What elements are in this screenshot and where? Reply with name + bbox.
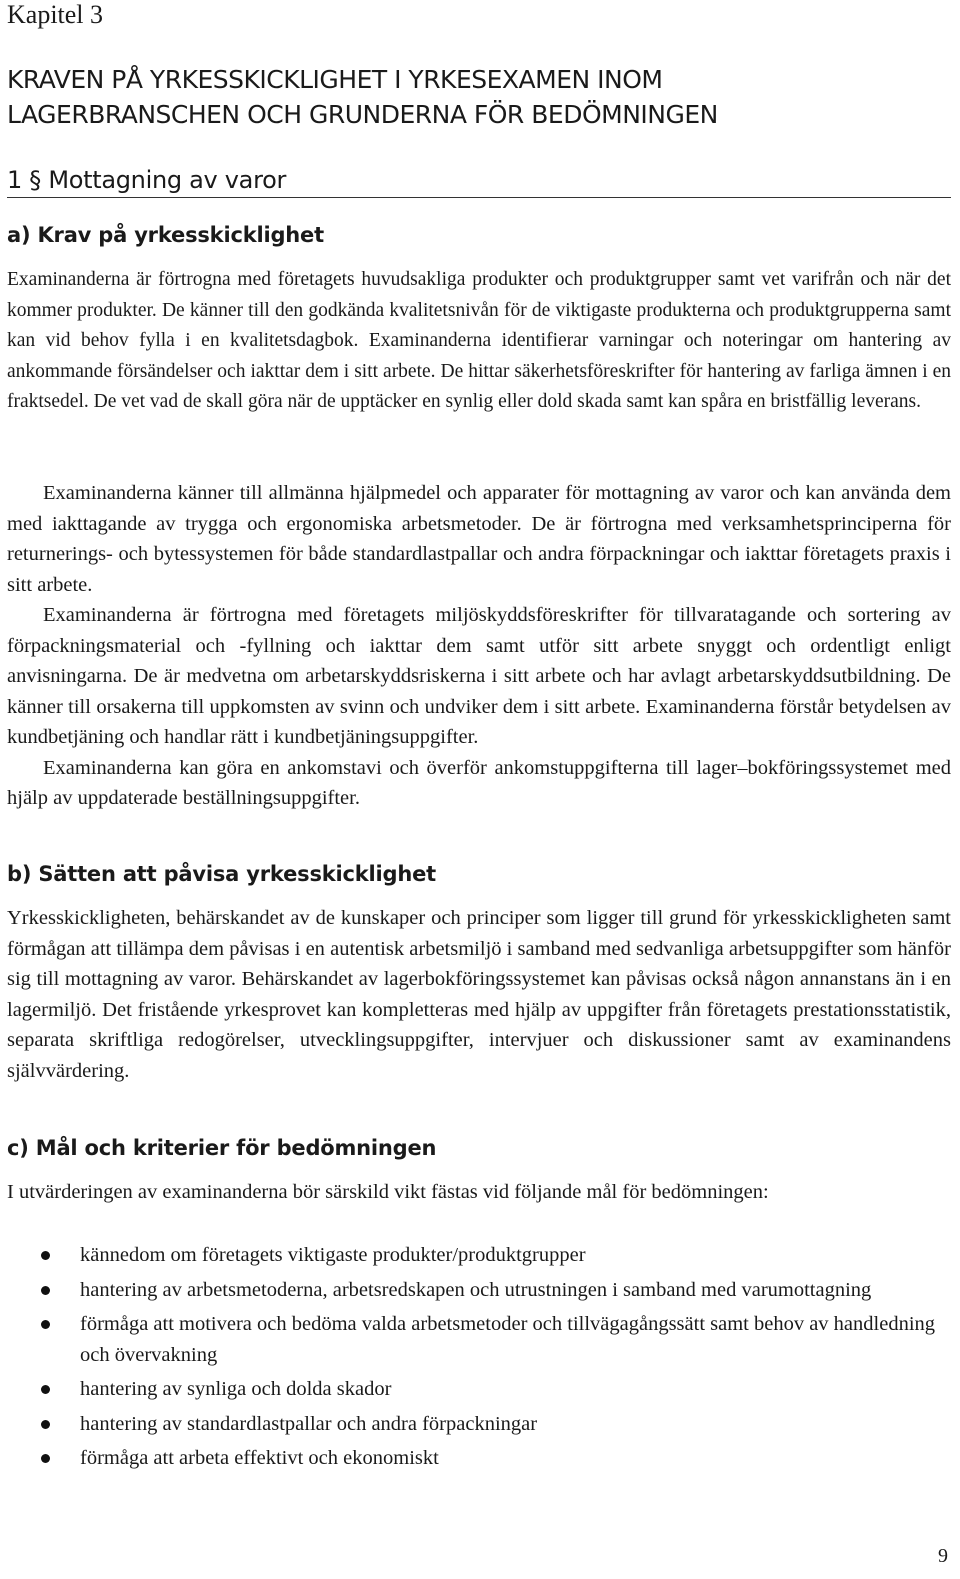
paragraph-a-1: Examinanderna är förtrogna med företagets huvudsakliga produkter och produktgrupper samt vet varifrån och när det kommer produkter. De känner till den godkända kvalitetsnivån för de viktigaste produkterna och produktgrupperna samt kan vid behov fylla i en kvalitetsdagbok. Examinanderna identifierar varningar och noteringar om hantering av ankommande försändelser och iakttar dem i sitt arbete. De hittar säkerhetsföreskrifter för hantering av farliga ämnen i en fraktsedel. De vet vad de skall göra när de upptäcker en synlig eller dold skada samt kan spåra en bristfällig leverans.: [7, 269, 951, 413]
list-item: [7, 1374, 951, 1405]
paragraph-c-intro: I utvärderingen av examinanderna bör särskild vikt fästas vid följande mål för bedömningen:: [7, 1181, 769, 1203]
subheading-b: b) Sätten att påvisa yrkesskicklighet: [7, 862, 436, 886]
subheading-c: c) Mål och kriterier för bedömningen: [7, 1136, 437, 1160]
paragraph-a-3: Examinanderna är förtrogna med företagets miljöskyddsföreskrifter för tillvaratagande och sortering av förpackningsmaterial och -fyllning och iakttar dem samt utför sitt arbete snyggt och ordentligt enligt anvisningarna. De är medvetna om arbetarskyddsriskerna i sitt arbete och har avlagt arbetarskyddsutbildning. De känner till orsakerna till uppkomsten av svinn och undviker dem i sitt arbete. Examinanderna förstår betydelsen av kundbetjäning och handlar rätt i kundbetjäningsuppgifter.: [7, 604, 951, 748]
bullet-icon: [41, 1385, 50, 1394]
list-item: [7, 1443, 951, 1474]
list-item-text: kännedom om företagets viktigaste produkter/produktgrupper: [80, 1244, 586, 1266]
criteria-list: [7, 1240, 951, 1478]
page-number: 9: [938, 1545, 948, 1567]
list-item: [7, 1409, 951, 1440]
subheading-a: a) Krav på yrkesskicklighet: [7, 223, 324, 247]
bullet-icon: [41, 1420, 50, 1429]
main-title-line-1: KRAVEN PÅ YRKESSKICKLIGHET I YRKESEXAMEN INOM: [7, 65, 663, 94]
chapter-label: Kapitel 3: [7, 0, 104, 29]
paragraph-b-1: Yrkesskickligheten, behärskandet av de kunskaper och principer som ligger till grund för yrkesskickligheten samt förmågan att tillämpa dem påvisas i en autentisk arbetsmiljö i samband med sedvanliga arbetsuppgifter som hänför sig till mottagning av varor. Behärskandet av lagerbokföringssystemet kan påvisas också någon annanstans än i en lagermiljö. Det fristående yrkesprovet kan kompletteras med hjälp av uppgifter från företagets prestationsstatistik, separata skriftliga redogörelser, utvecklingsuppgifter, intervjuer och diskussioner samt av examinandens självvärdering.: [7, 907, 951, 1082]
list-item: [7, 1309, 951, 1370]
bullet-icon: [41, 1286, 50, 1295]
bullet-icon: [41, 1251, 50, 1260]
section-a-body: [7, 478, 951, 814]
bullet-icon: [41, 1320, 50, 1329]
main-title: [7, 62, 951, 132]
list-item-text: hantering av arbetsmetoderna, arbetsredskapen och utrustningen i samband med varumottagning: [80, 1278, 872, 1301]
paragraph-a-4: Examinanderna kan göra en ankomstavi och överför ankomstuppgifterna till lager–bokföringssystemet med hjälp av uppdaterade beställningsuppgifter.: [7, 756, 951, 809]
list-item: [7, 1275, 951, 1306]
bullet-icon: [41, 1454, 50, 1463]
main-title-line-2: LAGERBRANSCHEN OCH GRUNDERNA FÖR BEDÖMNINGEN: [7, 100, 718, 129]
list-item-text: hantering av synliga och dolda skador: [80, 1378, 392, 1400]
list-item-text: förmåga att arbeta effektivt och ekonomiskt: [80, 1447, 439, 1469]
list-item-text: hantering av standardlastpallar och andra förpackningar: [80, 1412, 538, 1435]
list-item: [7, 1240, 951, 1271]
section-heading: 1 § Mottagning av varor: [7, 163, 951, 198]
paragraph-a-2: Examinanderna känner till allmänna hjälpmedel och apparater för mottagning av varor och kan använda dem med iakttagande av trygga och ergonomiska arbetsmetoder. De är förtrogna med verksamhetsprinciperna för returnerings- och bytessystemen för både standardlastpallar och andra förpackningar och iakttar företagets praxis i sitt arbete.: [7, 482, 951, 596]
list-item-text: förmåga att motivera och bedöma valda arbetsmetoder och tillvägagångssätt samt behov av handledning och övervakning: [80, 1313, 936, 1366]
